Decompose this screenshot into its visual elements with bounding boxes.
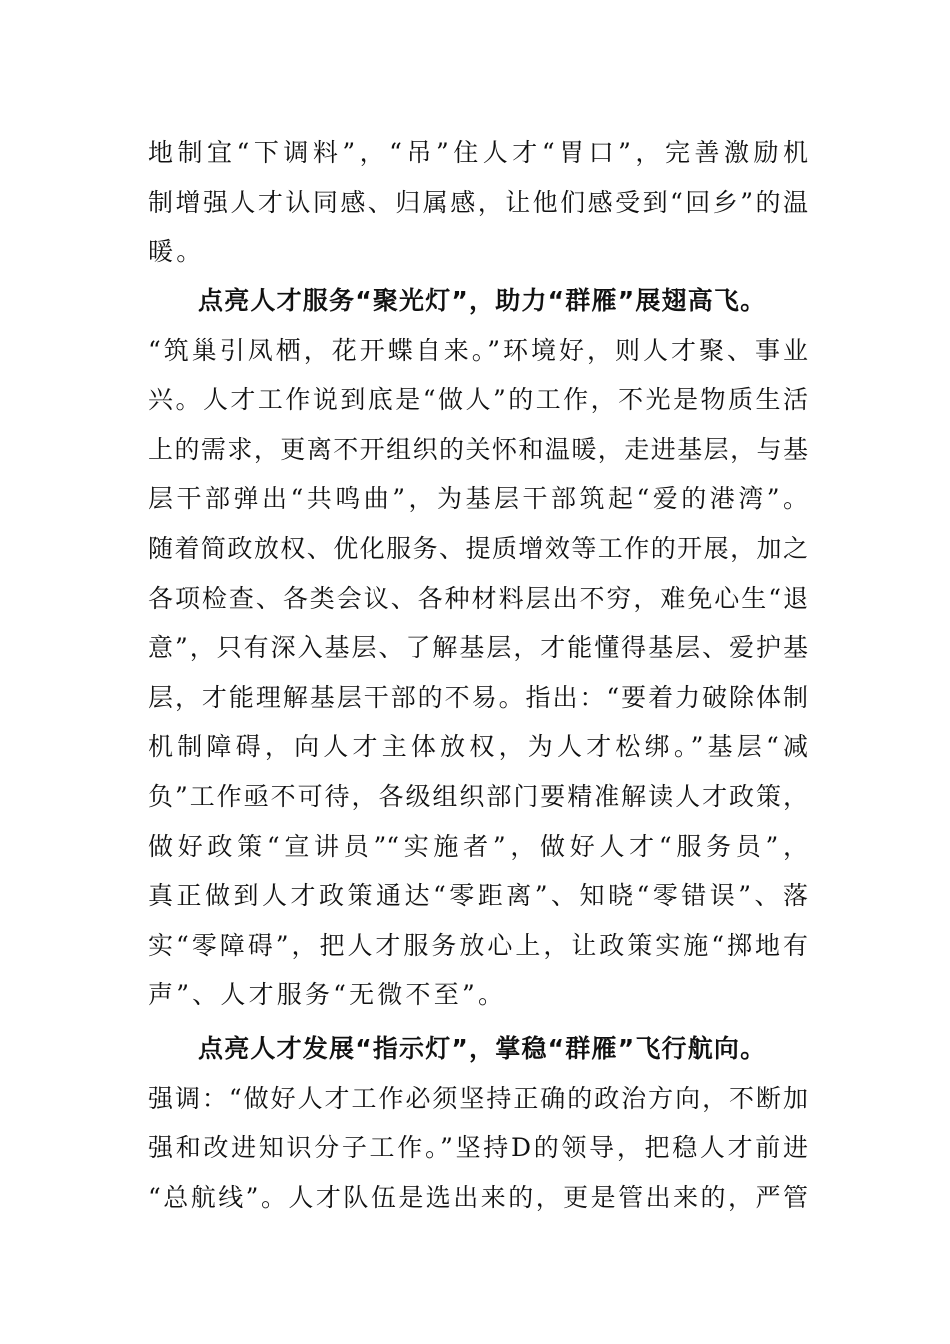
body-line: 强和改进知识分子工作。”坚持D的领导，把稳人才前进 bbox=[148, 1133, 808, 1163]
section-3 bbox=[148, 1024, 808, 1222]
body-line: 实“零障碍”，把人才服务放心上，让政策实施“掷地有 bbox=[148, 930, 808, 960]
body-line: 地制宜“下调料”，“吊”住人才“胃口”，完善激励机 bbox=[148, 138, 808, 167]
body-line: “筑巢引凤栖，花开蝶自来。”环境好，则人才聚、事业 bbox=[148, 335, 808, 365]
body-line: 上的需求，更离不开组织的关怀和温暖，走进基层，与基 bbox=[148, 434, 808, 464]
section-heading: 点亮人才发展“指示灯”，掌稳“群雁”飞行航向。 bbox=[198, 1034, 767, 1063]
body-line: 机制障碍，向人才主体放权，为人才松绑。”基层“减 bbox=[148, 732, 808, 762]
body-line: 负”工作亟不可待，各级组织部门要精准解读人才政策， bbox=[148, 781, 808, 811]
body-line: 强调：“做好人才工作必须坚持正确的政治方向，不断加 bbox=[148, 1083, 808, 1113]
section-2 bbox=[148, 276, 808, 1020]
body-line: 做好政策“宣讲员”“实施者”，做好人才“服务员”， bbox=[148, 831, 808, 861]
section-1-body bbox=[148, 128, 808, 277]
body-line: 真正做到人才政策通达“零距离”、知晓“零错误”、落 bbox=[148, 881, 808, 911]
body-line: 意”，只有深入基层、了解基层，才能懂得基层、爱护基 bbox=[148, 633, 808, 663]
body-line: 随着简政放权、优化服务、提质增效等工作的开展，加之 bbox=[148, 533, 808, 563]
body-line: 暖。 bbox=[148, 237, 205, 267]
body-line: 声”、人才服务“无微不至”。 bbox=[148, 980, 507, 1010]
body-line: 制增强人才认同感、归属感，让他们感受到“回乡”的温 bbox=[148, 187, 808, 217]
body-line: “总航线”。人才队伍是选出来的，更是管出来的，严管 bbox=[148, 1182, 808, 1212]
body-line: 各项检查、各类会议、各种材料层出不穷，难免心生“退 bbox=[148, 583, 808, 613]
body-line: 层干部弹出“共鸣曲”，为基层干部筑起“爱的港湾”。 bbox=[148, 484, 808, 514]
body-line: 层，才能理解基层干部的不易。指出：“要着力破除体制 bbox=[148, 682, 808, 712]
body-line: 兴。人才工作说到底是“做人”的工作，不光是物质生活 bbox=[148, 385, 808, 415]
section-heading: 点亮人才服务“聚光灯”，助力“群雁”展翅高飞。 bbox=[198, 286, 767, 315]
